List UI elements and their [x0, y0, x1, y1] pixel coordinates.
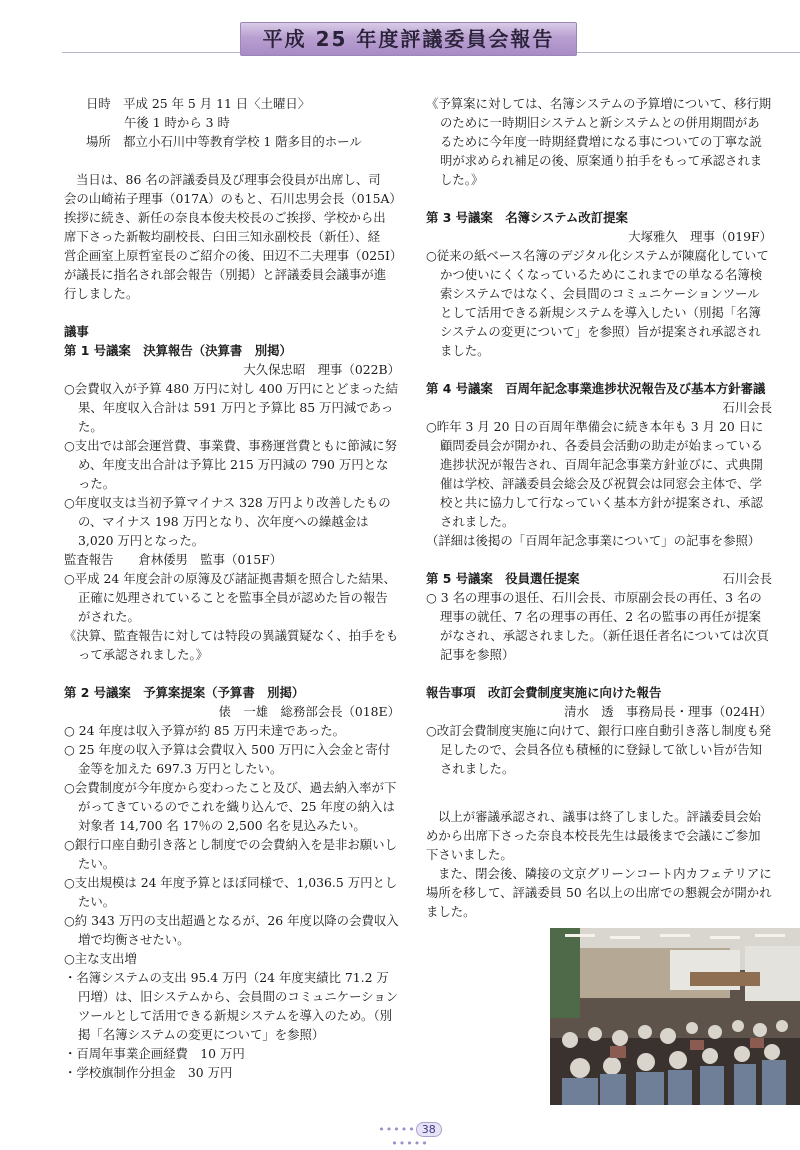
item2-bullet: ○支出規模は 24 年度予算とほぼ同様で、1,036.5 万円としたい。: [64, 875, 398, 909]
item2-bullet: ○約 343 万円の支出超過となるが、26 年度以降の会費収入増で均衡させたい。: [64, 913, 399, 947]
item1-conclusion: 《決算、監査報告に対しては特段の異議質疑なく、拍手をもって承認されました。》: [64, 628, 399, 662]
meeting-photo-illustration: [550, 928, 800, 1105]
page-number: ••••• 38•••••: [370, 1122, 450, 1142]
item2-bullet: ○ 25 年度の収入予算は会費収入 500 万円に入会金と寄付金等を加えた 697.3 万円としたい。: [64, 742, 391, 776]
item5-presenter: 石川会長: [722, 571, 772, 586]
item2-bullet: ○ 24 年度は収入予算が約 85 万円未達であった。: [64, 723, 346, 738]
item2-presenter: 俵 一雄 総務部会長（018E）: [218, 704, 400, 719]
meeting-time: 午後 1 時から 3 時: [124, 115, 230, 130]
schedule-block: [64, 94, 400, 151]
report-bullet: ○改訂会費制度実施に向けて、銀行口座自動引き落し制度も発足したので、会員各位も積極的に登録して欲しい旨が告知されました。: [426, 723, 772, 776]
report-presenter: 清水 透 事務局長・理事（024H）: [564, 704, 772, 719]
item4-note: （詳細は後掲の「百周年記念事業について」の記事を参照）: [426, 533, 761, 548]
item4-title: 第 4 号議案 百周年記念事業進捗状況報告及び基本方針審議: [426, 381, 766, 396]
item4-presenter: 石川会長: [722, 400, 772, 415]
item3-title: 第 3 号議案 名簿システム改訂提案: [426, 210, 628, 225]
item2-bullet: ○主な支出増: [64, 951, 137, 966]
agenda-heading: 議事: [64, 324, 89, 339]
meeting-date: 平成 25 年 5 月 11 日〈土曜日〉: [123, 96, 311, 111]
item1-presenter: 大久保忠昭 理事（022B）: [243, 362, 400, 377]
page-title-banner: 平成 25 年度評議委員会報告: [240, 22, 577, 56]
item5-heading-row: [426, 569, 772, 588]
meeting-photo: [550, 928, 800, 1105]
item1-title: 第 1 号議案 決算報告（決算書 別掲）: [64, 343, 292, 358]
item1-bullet: ○支出では部会運営費、事業費、事務運営費ともに節減に努め、年度支出合計は予算比 215 万円減の 790 万円となった。: [64, 438, 397, 491]
closing-paragraph: また、閉会後、隣接の文京グリーンコート内カフェテリアに場所を移して、評議委員 50 名以上の出席での懇親会が開かれました。: [426, 866, 772, 919]
audit-title: 監査報告 倉林倭男 監事（015F）: [64, 552, 283, 567]
left-column: [64, 94, 403, 1082]
item2-bullet: ○会費制度が今年度から変わったこと及び、過去納入率が下がってきているのでこれを織り込んで、25 年度の納入は対象者 14,700 名 17％の 2,500 名を見込みたい。: [64, 780, 397, 833]
item3-bullet: ○従来の紙ベース名簿のデジタル化システムが陳腐化していてかつ使いにくくなっているためにこれまでの単なる名簿検索システムではなく、会員間のコミュニケーションツールとして活用できる新規システムを導入したい（別掲「名簿システムの変更について」を参照）旨が提案され承認されました。: [426, 248, 769, 358]
audit-bullet: ○平成 24 年度会計の原簿及び諸証拠書類を照合した結果、正確に処理されていることを監事全員が認めた旨の報告がされた。: [64, 571, 396, 624]
item2-sub-item: ・学校旗制作分担金 30 万円: [64, 1065, 233, 1080]
place-label: 場所: [86, 134, 111, 149]
item2-sub-item: ・百周年事業企画経費 10 万円: [64, 1046, 245, 1061]
closing-paragraph: 以上が審議承認され、議事は終了しました。評議委員会始めから出席下さった奈良本校長先生は最後まで会議にご参加下さいました。: [426, 809, 761, 862]
item1-bullet: ○会費収入が予算 480 万円に対し 400 万円にとどまった結果、年度収入合計は 591 万円と予算比 85 万円減であった。: [64, 381, 399, 434]
item2-sub-item: ・名簿システムの支出 95.4 万円（24 年度実績比 71.2 万円増）は、旧システムから、会員間のコミュニケーションツールとして活用できる新規システムを導入のため。（別掲「名簿システムの変更について」を参照）: [64, 970, 399, 1042]
item2-title: 第 2 号議案 予算案提案（予算書 別掲）: [64, 685, 305, 700]
report-title: 報告事項 改訂会費制度実施に向けた報告: [426, 685, 662, 700]
item2-bullet: ○銀行口座自動引き落とし制度での会費納入を是非お願いしたい。: [64, 837, 397, 871]
item2-conclusion: 《予算案に対しては、名簿システムの予算増について、移行期のために一時期旧システムと新システムとの併用期間があるために今年度一時期経費増になる事についての丁寧な説明が求められ補足の後、原案通り拍手をもって承認されました。》: [426, 96, 772, 187]
meeting-place: 都立小石川中等教育学校 1 階多目的ホール: [123, 134, 362, 149]
item4-bullet: ○昨年 3 月 20 日の百周年準備会に続き本年も 3 月 20 日に顧問委員会が開かれ、各委員会活動の助走が始まっている進捗状況が報告され、百周年記念事業方針並びに、式典開催は学校、評議委員会総会及び祝賀会は同窓会主体で、学校と共に協力して行なっていく基本方針が提案され、承認されました。: [426, 419, 764, 529]
item5-title: 第 5 号議案 役員選任提案: [426, 571, 580, 586]
item1-bullet: ○年度収支は当初予算マイナス 328 万円より改善したものの、マイナス 198 万円となり、次年度への繰越金は 3,020 万円となった。: [64, 495, 391, 548]
intro-paragraph: 当日は、86 名の評議委員及び理事会役員が出席し、司 会の山崎祐子理事（017A）のもと、石川忠男会長（015A） 挨拶に続き、新任の奈良本俊夫校長のご挨拶、学校から出 席下さった新鞍均副校長、臼田三知永副校長（新任）、経 営企画室上原哲室長のご紹介の後、田辺不二夫理事（025I） が議長に指名され部会報告（別掲）と評議委員会議事が進 行しました。: [64, 172, 403, 301]
item3-presenter: 大塚雅久 理事（019F）: [628, 229, 772, 244]
right-column: [426, 94, 772, 921]
item5-bullet: ○ 3 名の理事の退任、石川会長、市原副会長の再任、3 名の理事の就任、7 名の理事の再任、2 名の監事の再任が提案がなされ、承認されました。（新任退任者名については次頁記事を参照）: [426, 590, 769, 662]
date-label: 日時: [86, 96, 111, 111]
